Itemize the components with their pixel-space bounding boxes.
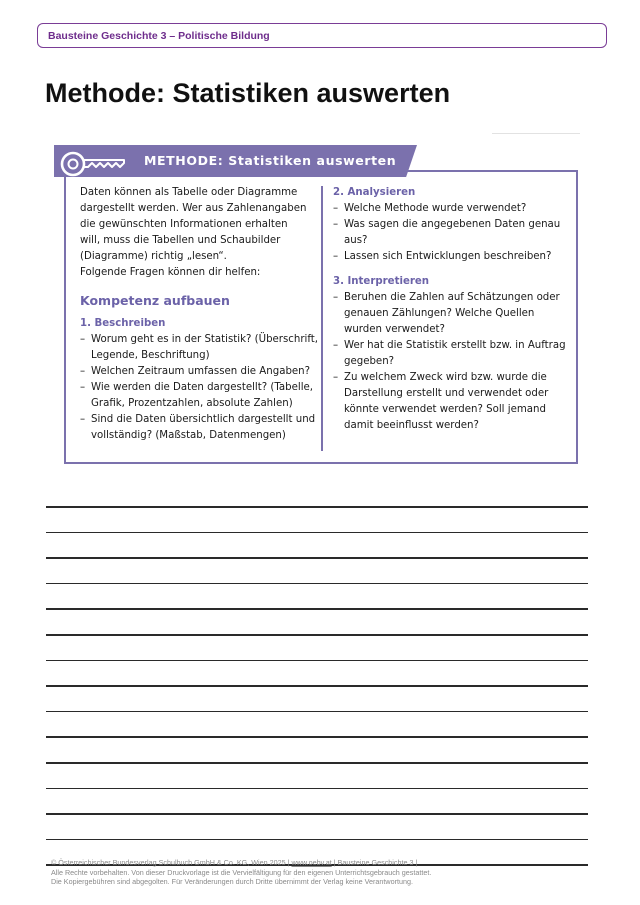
writing-line (46, 532, 588, 534)
method-banner-title: METHODE: Statistiken auswerten (144, 153, 397, 168)
subheading-kompetenz: Kompetenz aufbauen (80, 293, 230, 308)
beschreiben-item: – Wie werden die Daten dargestellt? (Tabelle, Grafik, Prozentzahlen, absolute Zahlen) (80, 380, 315, 412)
writing-line (46, 634, 588, 636)
analysieren-list (333, 201, 571, 265)
writing-line (46, 608, 588, 610)
section-title-beschreiben: 1. Beschreiben (80, 318, 166, 329)
writing-line (46, 736, 588, 738)
column-divider (321, 186, 323, 451)
intro-line: Daten können als Tabelle oder Diagramme (80, 187, 298, 198)
analysieren-item: – Welche Methode wurde verwendet? (333, 201, 571, 217)
header-bar (37, 23, 607, 48)
right-column (333, 185, 571, 434)
beschreiben-item: – Worum geht es in der Statistik? (Überschrift, Legende, Beschriftung) (80, 332, 315, 364)
beschreiben-item: – Sind die Daten übersichtlich dargestellt und vollständig? (Maßstab, Datenmengen) (80, 412, 315, 444)
writing-line (46, 813, 588, 815)
beschreiben-list (80, 332, 319, 444)
footer-line-2: Alle Rechte vorbehalten. Von dieser Druckvorlage ist die Vervielfältigung für den eigenen Unterrichtsgebrauch gestattet. (51, 867, 432, 877)
section-title-analysieren: 2. Analysieren (333, 187, 416, 198)
interpretieren-list (333, 290, 571, 434)
writing-line (46, 788, 588, 790)
writing-line (46, 685, 588, 687)
key-icon (58, 150, 130, 178)
interpretieren-item: – Zu welchem Zweck wird bzw. wurde die Darstellung erstellt und verwendet oder könnte verwendet werden? Soll jemand damit beeinflusst werden? (333, 370, 571, 434)
writing-line (46, 839, 588, 841)
section-title-interpretieren: 3. Interpretieren (333, 276, 430, 287)
footer-line-1: © Österreichischer Bundesverlag Schulbuch GmbH & Co. KG, Wien 2025 | www.oebv.at | Bausteine Geschichte 3 | (51, 858, 418, 867)
writing-line (46, 583, 588, 585)
intro-line: (Diagramme) richtig „lesen“. (80, 251, 227, 262)
decorative-rule (492, 133, 580, 134)
intro-line: dargestellt werden. Wer aus Zahlenangaben (80, 203, 307, 214)
intro-line: Folgende Fragen können dir helfen: (80, 267, 261, 278)
intro-line: die gewünschten Informationen erhalten (80, 219, 288, 230)
writing-line (46, 762, 588, 764)
interpretieren-item: – Beruhen die Zahlen auf Schätzungen oder genauen Zählungen? Welche Quellen wurden verwendet? (333, 290, 571, 338)
intro-text (80, 185, 315, 281)
footer-line-3: Die Kopiergebühren sind abgegolten. Für Veränderungen durch Dritte übernimmt der Verlag keine Verantwortung. (51, 877, 413, 886)
beschreiben-item: – Welchen Zeitraum umfassen die Angaben? (80, 364, 315, 380)
writing-line (46, 506, 588, 508)
analysieren-item: – Was sagen die angegebenen Daten genau aus? (333, 217, 571, 249)
footer (51, 858, 431, 887)
page-title: Methode: Statistiken auswerten (45, 78, 451, 108)
analysieren-item: – Lassen sich Entwicklungen beschreiben? (333, 249, 571, 265)
interpretieren-item: – Wer hat die Statistik erstellt bzw. in Auftrag gegeben? (333, 338, 571, 370)
left-column (80, 185, 319, 444)
writing-line (46, 557, 588, 559)
writing-line (46, 660, 588, 662)
footer-link[interactable]: www.oebv.at (291, 858, 332, 867)
intro-line: will, muss die Tabellen und Schaubilder (80, 235, 281, 246)
writing-line (46, 711, 588, 713)
header-text: Bausteine Geschichte 3 – Politische Bildung (48, 29, 270, 42)
